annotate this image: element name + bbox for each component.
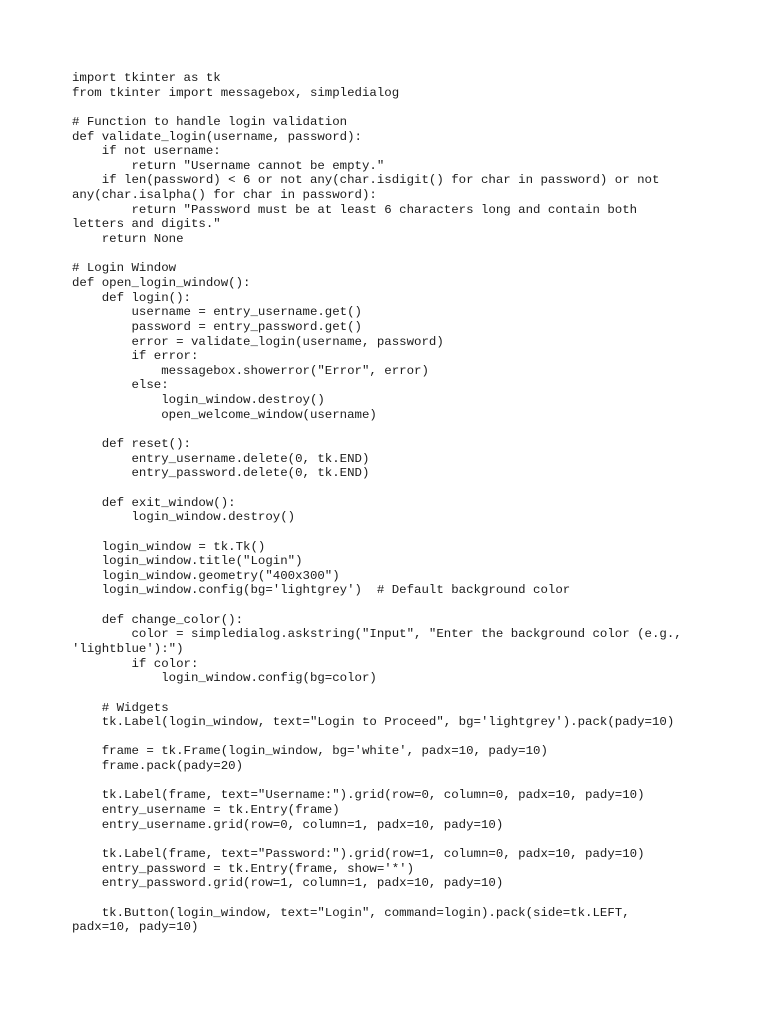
code-line: entry_username.grid(row=0, column=1, padx=10, pady=10) [72, 817, 504, 832]
code-line: login_window = tk.Tk() [72, 539, 266, 554]
code-line: if len(password) < 6 or not any(char.isdigit() for char in password) or not [72, 173, 660, 188]
code-line: letters and digits." [72, 217, 221, 232]
code-line: tk.Label(login_window, text="Login to Proceed", bg='lightgrey').pack(pady=10) [72, 715, 675, 730]
code-line: any(char.isalpha() for char in password): [72, 188, 377, 203]
code-line: 'lightblue'):") [72, 641, 184, 656]
blank-line [72, 525, 712, 540]
code-line: login_window.config(bg='lightgrey') # Default background color [72, 583, 571, 598]
code-line: def exit_window(): [72, 495, 236, 510]
code-line: login_window.geometry("400x300") [72, 568, 340, 583]
code-line: def validate_login(username, password): [72, 129, 362, 144]
code-line: entry_password.delete(0, tk.END) [72, 466, 370, 481]
code-line: return "Username cannot be empty." [72, 158, 385, 173]
code-line: messagebox.showerror("Error", error) [72, 363, 429, 378]
code-line: login_window.config(bg=color) [72, 671, 377, 686]
code-line: color = simpledialog.askstring("Input", "Enter the background color (e.g., [72, 627, 682, 642]
blank-line [72, 730, 712, 745]
code-line: def reset(): [72, 437, 191, 452]
blank-line [72, 100, 712, 115]
blank-line [72, 422, 712, 437]
code-line: entry_username = tk.Entry(frame) [72, 803, 340, 818]
code-listing [72, 71, 712, 935]
code-line: return "Password must be at least 6 characters long and contain both [72, 202, 638, 217]
code-line: padx=10, pady=10) [72, 920, 199, 935]
code-line: login_window.destroy() [72, 393, 325, 408]
blank-line [72, 832, 712, 847]
code-line: error = validate_login(username, password) [72, 334, 444, 349]
blank-line [72, 891, 712, 906]
blank-line [72, 481, 712, 496]
code-line: from tkinter import messagebox, simpledialog [72, 85, 400, 100]
code-line: entry_password.grid(row=1, column=1, padx=10, pady=10) [72, 876, 504, 891]
code-line: login_window.destroy() [72, 510, 296, 525]
code-line: password = entry_password.get() [72, 319, 362, 334]
code-line: login_window.title("Login") [72, 554, 303, 569]
code-line: username = entry_username.get() [72, 305, 362, 320]
code-line: return None [72, 232, 184, 247]
code-line: tk.Button(login_window, text="Login", command=login).pack(side=tk.LEFT, [72, 905, 630, 920]
code-line: entry_username.delete(0, tk.END) [72, 451, 370, 466]
code-line: if error: [72, 349, 199, 364]
code-line: def open_login_window(): [72, 275, 251, 290]
code-line: open_welcome_window(username) [72, 407, 377, 422]
code-line: frame = tk.Frame(login_window, bg='white', padx=10, pady=10) [72, 744, 548, 759]
code-line: # Widgets [72, 700, 169, 715]
code-line: tk.Label(frame, text="Password:").grid(row=1, column=0, padx=10, pady=10) [72, 846, 645, 861]
code-line: # Function to handle login validation [72, 114, 348, 129]
code-line: entry_password = tk.Entry(frame, show='*') [72, 861, 415, 876]
code-line: frame.pack(pady=20) [72, 759, 244, 774]
code-line: if not username: [72, 144, 221, 159]
code-line: import tkinter as tk [72, 71, 221, 85]
code-line: def change_color(): [72, 612, 244, 627]
code-line: else: [72, 378, 169, 393]
blank-line [72, 686, 712, 701]
code-line: tk.Label(frame, text="Username:").grid(row=0, column=0, padx=10, pady=10) [72, 788, 645, 803]
blank-line [72, 598, 712, 613]
code-line: def login(): [72, 290, 191, 305]
blank-line [72, 774, 712, 789]
code-line: # Login Window [72, 261, 177, 276]
code-line: if color: [72, 656, 199, 671]
blank-line [72, 247, 712, 262]
